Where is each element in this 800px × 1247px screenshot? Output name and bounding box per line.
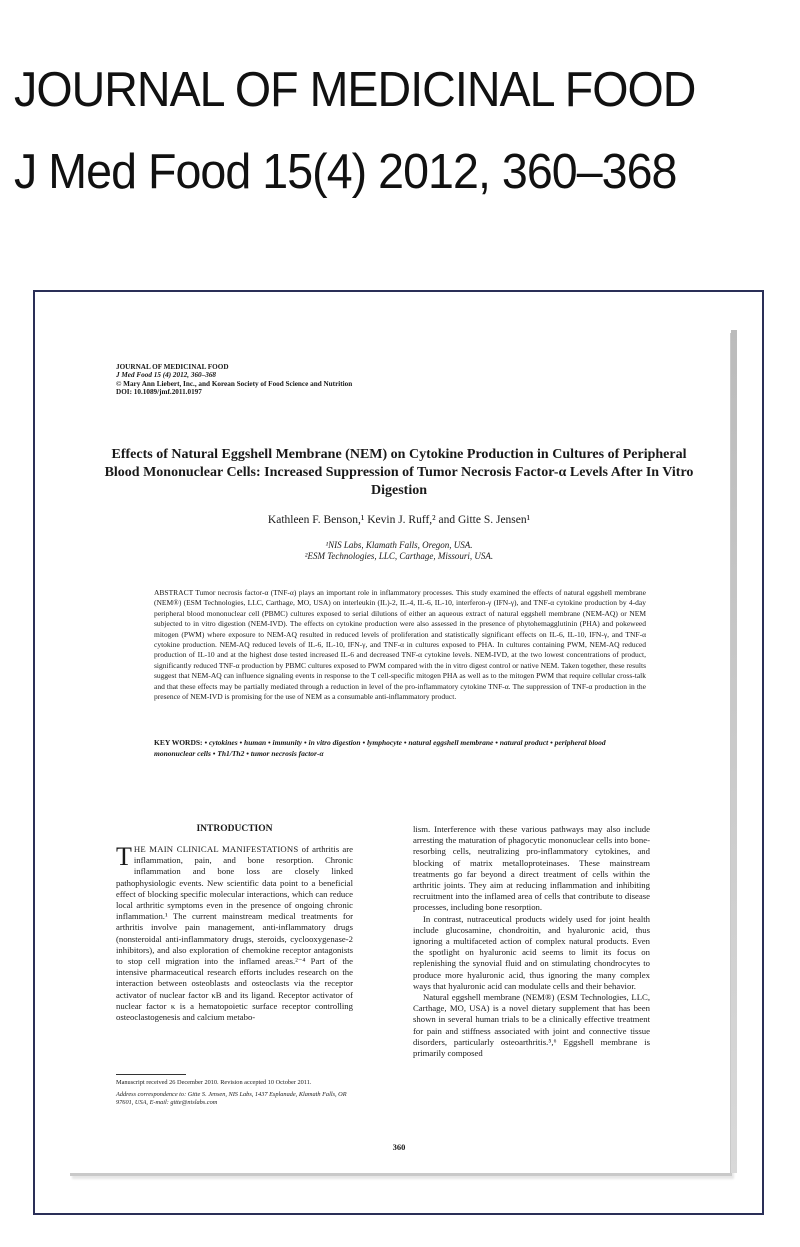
keywords-label: KEY WORDS: bbox=[154, 738, 203, 747]
banner-citation: J Med Food 15(4) 2012, 360–368 bbox=[14, 145, 677, 199]
article-affiliations bbox=[98, 540, 700, 562]
keywords bbox=[154, 738, 646, 759]
article-authors: Kathleen F. Benson,¹ Kevin J. Ruff,² and Gitte S. Jensen¹ bbox=[267, 514, 531, 526]
footnote-rule bbox=[116, 1074, 186, 1075]
left-column bbox=[116, 844, 353, 1023]
banner-journal-title: JOURNAL OF MEDICINAL FOOD bbox=[14, 63, 696, 117]
intro-lead-in: HE MAIN CLINICAL MANIFESTATIONS bbox=[133, 844, 299, 854]
article-page bbox=[68, 330, 730, 1173]
intro-paragraph-1: of arthritis are inflammation, pain, and bone resorption. Chronic inflammation and bone loss are closely linked pathophysiologic events. New scientific data point to a beneficial effect of blocking specific molecular interactions, which can reduce local arthritic symptoms even in the presence of ongoing chronic inflammation.¹ The current mainstream medical treatments for arthritis involve pain management, anti-inflammatory drugs (nonsteroidal anti-inflammatory drugs, steroids, cyclooxygenase-2 inhibitors), and also exploration of chemokine receptor antagonists to stop cell migration into the inflamed areas.²⁻⁴ Part of the intensive pharmaceutical research efforts includes research on the interaction between osteoblasts and osteoclasts via the receptor activator of nuclear factor κB and its ligand. Receptor activator of nuclear factor κ is a hematopoietic surface receptor controlling osteoclastogenesis and calcium metabo- bbox=[116, 844, 353, 1023]
footnote-address: Address correspondence to: Gitte S. Jensen, NIS Labs, 1437 Esplanade, Klamath Falls, OR 97601, USA, E-mail: gitte@nislabs.com bbox=[116, 1091, 347, 1106]
header-doi: DOI: 10.1089/jmf.2011.0197 bbox=[116, 387, 202, 396]
header-copyright: © Mary Ann Liebert, Inc., and Korean Society of Food Science and Nutrition bbox=[116, 379, 353, 388]
header-citation: J Med Food 15 (4) 2012, 360–368 bbox=[116, 371, 217, 380]
footnote bbox=[116, 1074, 353, 1107]
article-header bbox=[116, 363, 352, 396]
right-paragraph-3: Natural eggshell membrane (NEM®) (ESM Technologies, LLC, Carthage, MO, USA) is a novel dietary supplement that has been shown in several human trials to be a clinically effective treatment for pain and stiffness associated with joint and connective tissue disorders, particularly osteoarthritis.⁵,⁶ Eggshell membrane is primarily composed bbox=[413, 992, 650, 1059]
right-column bbox=[413, 824, 650, 1059]
right-paragraph-1: lism. Interference with these various pathways may also include arresting the maturation of phagocytic mononuclear cells into bone-resorbing cells, neutralizing pro-inflammatory cytokines, and blocking of matrix metalloproteinases. These mainstream treatments go far beyond a direct treatment of cells within the arthritic joints. They aim at reducing inflammation and inhibiting recruitment into the inflamed area of cells that contribute to disease processes, including bone resorption. bbox=[413, 824, 650, 913]
article-title: Effects of Natural Eggshell Membrane (NEM) on Cytokine Production in Cultures of Peripheral Blood Mononuclear Cells: Increased Suppression of Tumor Necrosis Factor-α Levels After In Vitro Digestion bbox=[104, 447, 694, 498]
section-heading-introduction: INTRODUCTION bbox=[196, 824, 273, 834]
footnote-received: Manuscript received 26 December 2010. Revision accepted 10 October 2011. bbox=[116, 1079, 312, 1086]
page-number: 360 bbox=[392, 1142, 406, 1152]
affiliation-2: ²ESM Technologies, LLC, Carthage, Missouri, USA. bbox=[304, 551, 494, 561]
drop-cap: T bbox=[116, 842, 132, 871]
keywords-list: • cytokines • human • immunity • in vitro digestion • lymphocyte • natural eggshell membrane • natural product • peripheral blood mononuclear cells • Th1/Th2 • tumor necrosis factor-α bbox=[154, 738, 606, 758]
header-journal: JOURNAL OF MEDICINAL FOOD bbox=[116, 363, 229, 371]
right-paragraph-2: In contrast, nutraceutical products widely used for joint health include glucosamine, chondroitin, and hyaluronic acid, thus ignoring a multifaceted action of complex natural products. Even the spotlight on hyaluronic acid seems to limit its focus on replenishing the synovial fluid and on stimulating chondrocytes to produce more hyaluronic acid, thus ignoring the many complex ways that hyaluronic acid can modulate cells and their behavior. bbox=[413, 913, 650, 991]
page-edge bbox=[731, 330, 737, 1173]
abstract: ABSTRACT Tumor necrosis factor-α (TNF-α) plays an important role in inflammatory processes. This study examined the effects of natural eggshell membrane (NEM®) (ESM Technologies, LLC, Carthage, MO, USA) on interleukin (IL)-2, IL-4, IL-6, IL-10, interferon-γ (IFN-γ), and TNF-α cytokine production by 4-day peripheral blood mononuclear cell (PBMC) cultures exposed to serial dilutions of either an aqueous extract of natural eggshell membrane (NEM-AQ) or NEM subjected to in vitro digestion (NEM-IVD). The effects on cytokine production were also assessed in the presence of phytohemagglutinin (PHA) and pokeweed mitogen (PWM) where exposure to NEM-AQ resulted in reduced levels of proliferation and statistically significant effects on IL-6, IL-10, IFN-γ, and TNF-α cytokine production. NEM-AQ reduced levels of IL-6, IL-10, IFN-γ, and TNF-α in cultures exposed to PHA. In cultures containing PWM, NEM-AQ reduced production of IL-10 and at the highest dose tested increased IL-6 and decreased TNF-α cytokine levels. NEM-IVD, at the two lowest concentrations of product, significantly reduced TNF-α production by PBMC cultures exposed to PWM compared with the in vitro digest control or native NEM. Taken together, these results suggest that NEM-AQ can influence signaling events in response to the T cell-specific mitogen PHA as well as to the mitogen PWM that require cellular cross-talk and that these effects may be partially mediated through a reduction in level of the pro-inflammatory cytokine TNF-α. The suppression of TNF-α production in the presence of NEM-IVD is promising for the use of NEM as a consumable anti-inflammatory product. bbox=[154, 588, 646, 702]
affiliation-1: ¹NIS Labs, Klamath Falls, Oregon, USA. bbox=[325, 540, 473, 550]
